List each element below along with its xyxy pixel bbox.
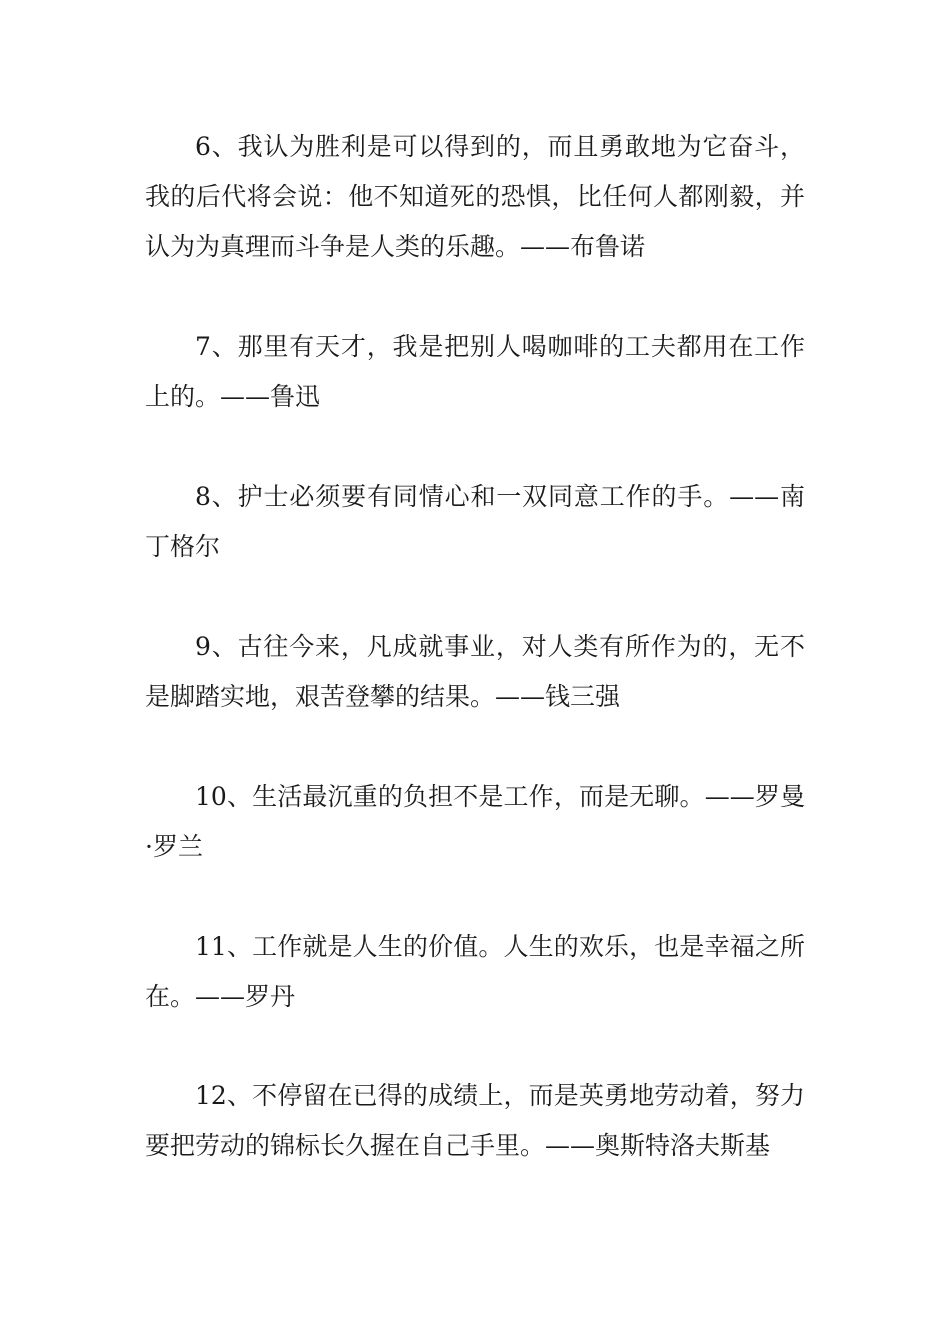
quote-paragraph-6: 6、我认为胜利是可以得到的，而且勇敢地为它奋斗，我的后代将会说：他不知道死的恐惧，比任何人都刚毅，并认为为真理而斗争是人类的乐趣。——布鲁诺: [145, 132, 805, 261]
quote-paragraph-11: 11、工作就是人生的价值。人生的欢乐，也是幸福之所在。——罗丹: [145, 932, 805, 1011]
quote-paragraph-8: 8、护士必须要有同情心和一双同意工作的手。——南丁格尔: [145, 482, 805, 561]
quote-paragraph-7: 7、那里有天才，我是把别人喝咖啡的工夫都用在工作上的。——鲁迅: [145, 332, 805, 411]
quote-paragraph-10: 10、生活最沉重的负担不是工作，而是无聊。——罗曼·罗兰: [145, 782, 805, 861]
quote-paragraph-9: 9、古往今来，凡成就事业，对人类有所作为的，无不是脚踏实地，艰苦登攀的结果。——钱三强: [145, 632, 805, 711]
quote-paragraph-12: 12、不停留在已得的成绩上，而是英勇地劳动着，努力要把劳动的锦标长久握在自己手里。——奥斯特洛夫斯基: [145, 1081, 805, 1160]
